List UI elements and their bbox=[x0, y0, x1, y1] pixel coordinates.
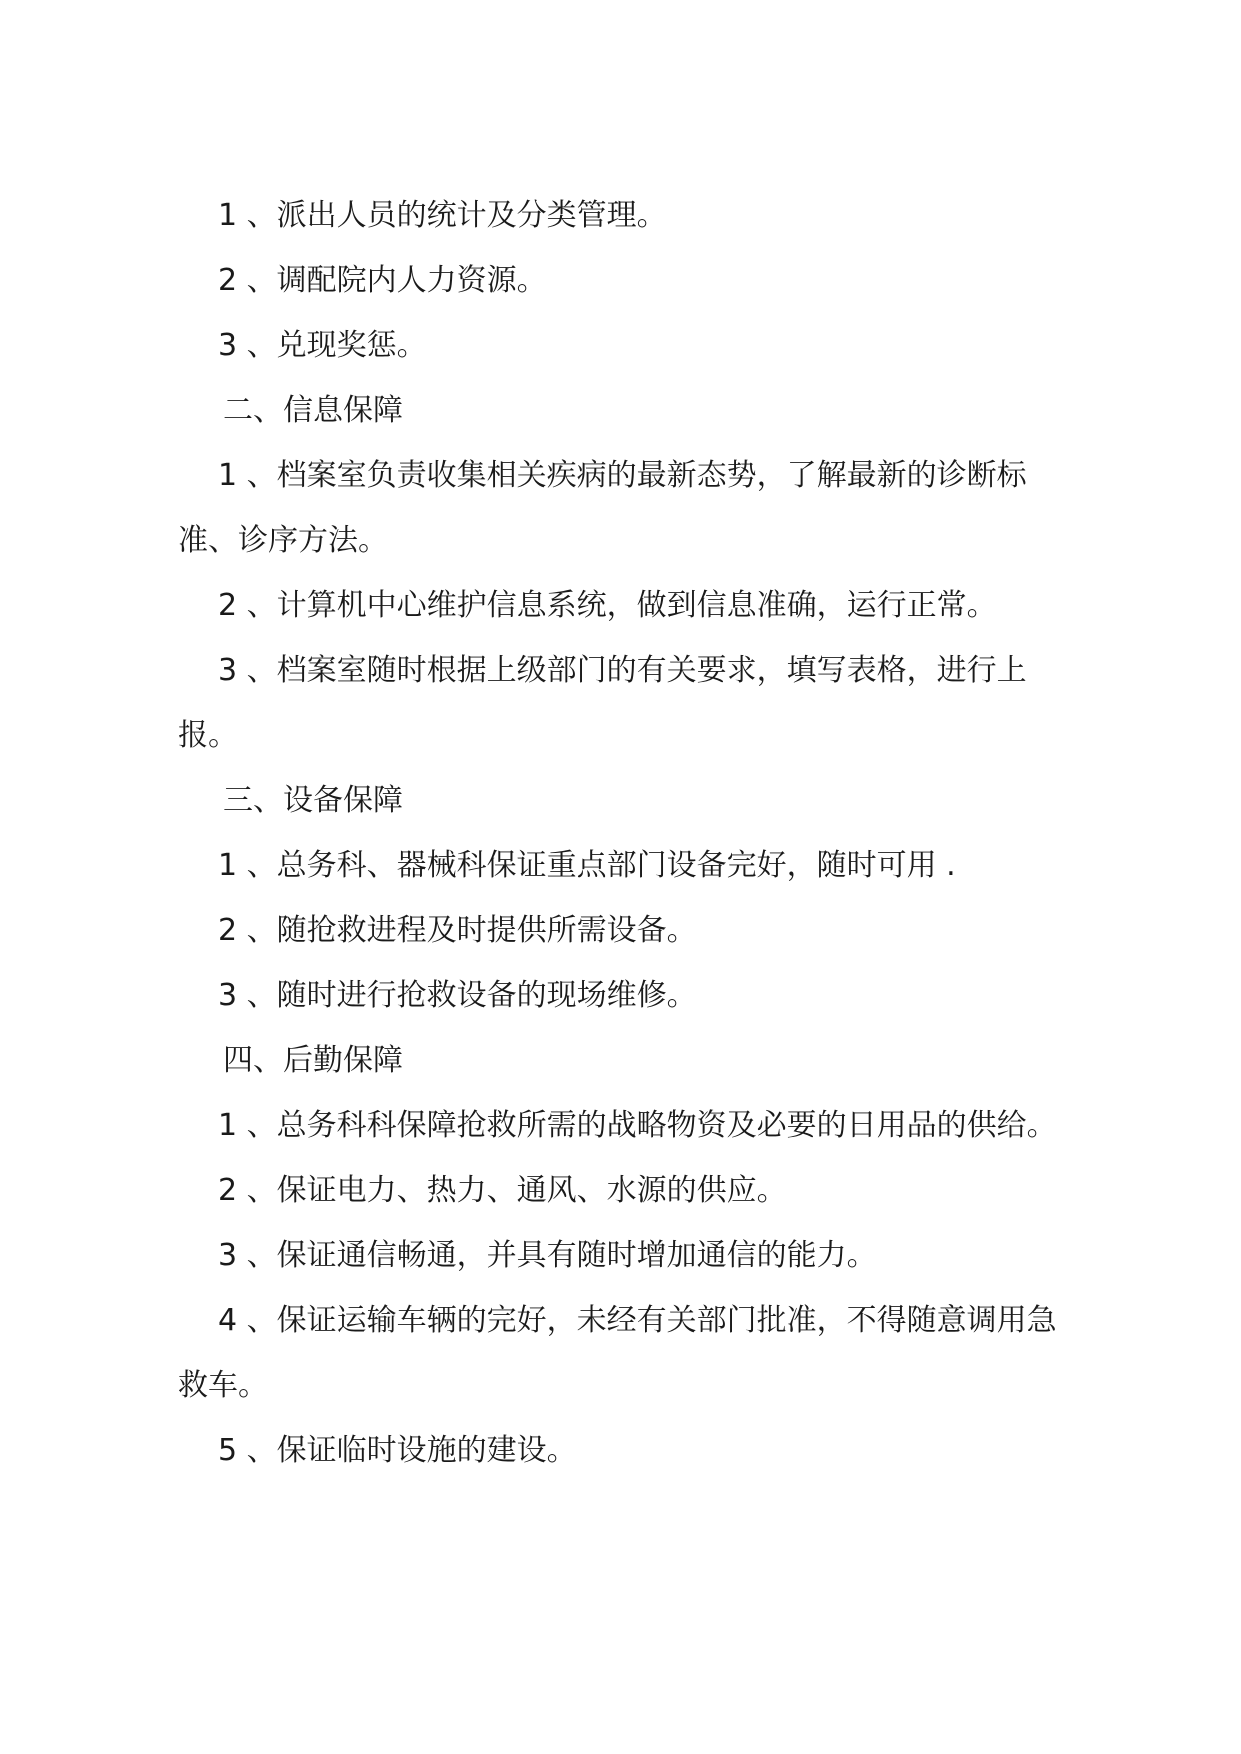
list-item: 2 、计算机中心维护信息系统，做到信息准确，运行正常。 bbox=[218, 588, 997, 623]
section-heading: 二、信息保障 bbox=[223, 393, 403, 428]
document-body bbox=[178, 183, 1078, 1483]
list-item: 1 、总务科科保障抢救所需的战略物资及必要的日用品的供给。 bbox=[218, 1108, 1057, 1143]
list-item: 1 、总务科、器械科保证重点部门设备完好，随时可用 . bbox=[218, 848, 956, 883]
list-item: 5 、保证临时设施的建设。 bbox=[218, 1433, 577, 1468]
list-item: 3 、随时进行抢救设备的现场维修。 bbox=[218, 978, 697, 1013]
list-item: 2 、随抢救进程及时提供所需设备。 bbox=[218, 913, 697, 948]
list-item: 3 、兑现奖惩。 bbox=[218, 328, 427, 363]
list-item: 2 、保证电力、热力、通风、水源的供应。 bbox=[218, 1173, 787, 1208]
list-item: 3 、保证通信畅通，并具有随时增加通信的能力。 bbox=[218, 1238, 877, 1273]
list-item: 2 、调配院内人力资源。 bbox=[218, 263, 547, 298]
section-heading: 四、后勤保障 bbox=[223, 1043, 403, 1078]
list-item: 1 、派出人员的统计及分类管理。 bbox=[218, 198, 667, 233]
section-heading: 三、设备保障 bbox=[223, 783, 403, 818]
list-item: 3 、档案室随时根据上级部门的有关要求，填写表格，进行上报。 bbox=[178, 653, 1027, 753]
list-item: 1 、档案室负责收集相关疾病的最新态势，了解最新的诊断标准、诊序方法。 bbox=[178, 458, 1027, 558]
list-item: 4 、保证运输车辆的完好，未经有关部门批准，不得随意调用急救车。 bbox=[178, 1303, 1057, 1403]
